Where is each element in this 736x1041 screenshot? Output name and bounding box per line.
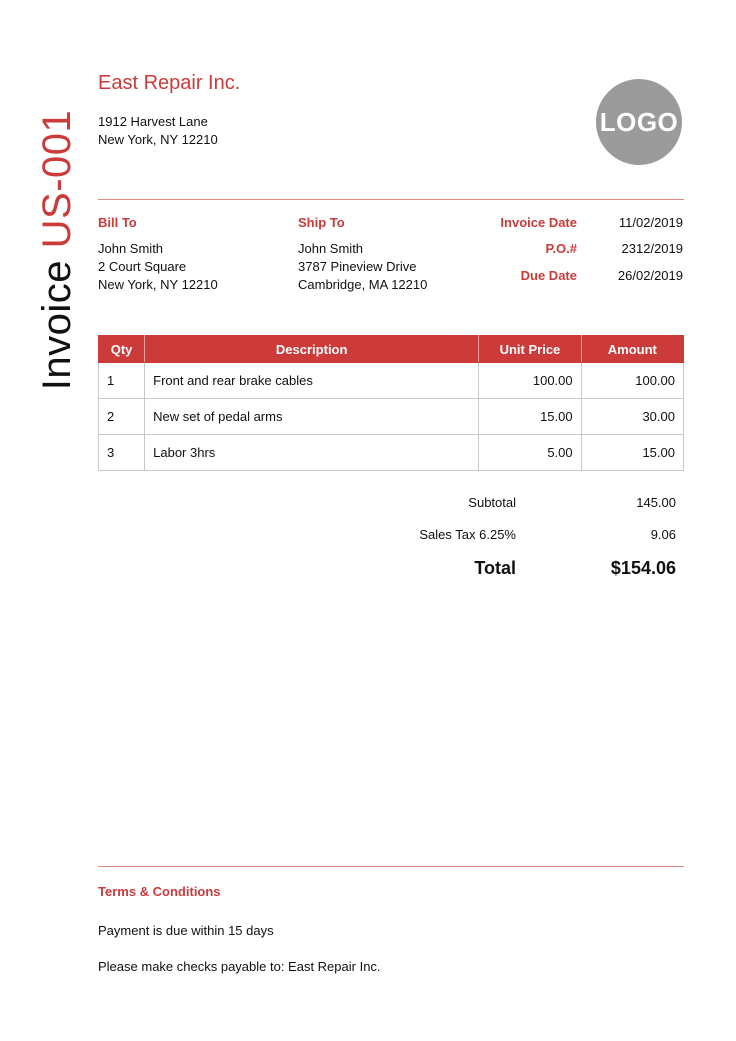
- row-qty: 3: [99, 435, 145, 471]
- row-description: Labor 3hrs: [145, 435, 479, 471]
- row-amount: 100.00: [581, 363, 683, 399]
- subtotal-value: 145.00: [636, 495, 676, 510]
- row-qty: 2: [99, 399, 145, 435]
- po-value: 2312/2019: [621, 241, 683, 256]
- row-qty: 1: [99, 363, 145, 399]
- row-description: Front and rear brake cables: [145, 363, 479, 399]
- table-row: [99, 363, 684, 399]
- ship-to-label: Ship To: [298, 215, 345, 230]
- table-row: [99, 399, 684, 435]
- logo-text: LOGO: [599, 106, 679, 137]
- invoice-title-word: Invoice: [35, 260, 79, 391]
- row-unit-price: 5.00: [479, 435, 581, 471]
- invoice-date-label: Invoice Date: [500, 215, 577, 230]
- due-date-value: 26/02/2019: [617, 268, 683, 283]
- bill-to-line2: New York, NY 12210: [98, 277, 218, 292]
- bill-to-name: John Smith: [98, 241, 164, 256]
- invoice-date-value: 11/02/2019: [618, 215, 683, 230]
- header-qty: Qty: [99, 336, 145, 363]
- sales-tax-value: 9.06: [650, 527, 676, 542]
- table-header-row: [99, 336, 684, 363]
- footer-divider: [98, 866, 684, 867]
- row-amount: 15.00: [581, 435, 683, 471]
- po-label: P.O.#: [545, 241, 577, 256]
- due-date-label: Due Date: [520, 268, 577, 283]
- invoice-number: US-001: [35, 109, 79, 249]
- row-unit-price: 15.00: [479, 399, 581, 435]
- header-description: Description: [145, 336, 479, 363]
- total-label: Total: [474, 558, 516, 578]
- terms-title: Terms & Conditions: [98, 884, 221, 899]
- subtotal-label: Subtotal: [468, 495, 516, 510]
- row-unit-price: 100.00: [479, 363, 581, 399]
- ship-to-line1: 3787 Pineview Drive: [298, 259, 417, 274]
- company-address-line1: 1912 Harvest Lane: [98, 114, 208, 129]
- ship-to-line2: Cambridge, MA 12210: [298, 277, 428, 292]
- terms-line2: Please make checks payable to: East Repair Inc.: [98, 959, 381, 974]
- company-logo: [596, 79, 682, 165]
- bill-to-line1: 2 Court Square: [98, 259, 187, 274]
- terms-line1: Payment is due within 15 days: [98, 923, 274, 938]
- company-address-line2: New York, NY 12210: [98, 132, 218, 147]
- header-unit-price: Unit Price: [479, 336, 581, 363]
- table-row: [99, 435, 684, 471]
- sales-tax-label: Sales Tax 6.25%: [419, 527, 516, 542]
- invoice-title: [37, 110, 77, 391]
- total-value: $154.06: [610, 558, 676, 578]
- bill-to-label: Bill To: [98, 215, 137, 230]
- line-items-table: [98, 335, 684, 471]
- ship-to-name: John Smith: [298, 241, 364, 256]
- header-divider: [98, 199, 684, 200]
- row-description: New set of pedal arms: [145, 399, 479, 435]
- row-amount: 30.00: [581, 399, 683, 435]
- header-amount: Amount: [581, 336, 683, 363]
- company-name: East Repair Inc.: [98, 72, 241, 94]
